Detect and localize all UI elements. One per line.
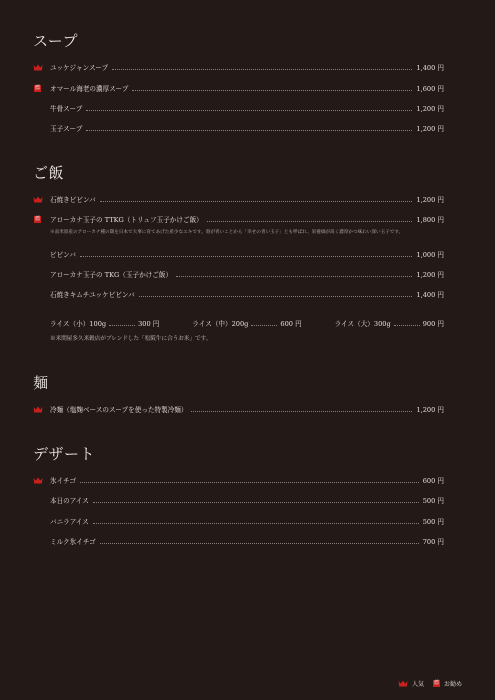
rice-size-large: ライス（大）300g 900 円 [334, 320, 444, 328]
item-name: ユッケジャンスープ [50, 64, 109, 72]
item-name: 氷イチゴ [50, 477, 77, 485]
item-name: オマール海老の濃厚スープ [50, 85, 129, 93]
item-name: アローカナ玉子の TTKG（トリュフ玉子かけご飯） [50, 216, 203, 224]
soup-section-title: スープ [33, 32, 79, 50]
dot-leader [80, 256, 413, 257]
rice-section-title: ご飯 [33, 164, 65, 182]
item-name: ビビンバ [50, 251, 76, 259]
dot-leader [139, 296, 413, 297]
recommend-icon: 薦 [34, 215, 40, 222]
dot-leader [80, 482, 419, 483]
crown-icon [32, 405, 43, 413]
dessert-menu-item [32, 515, 444, 527]
rice-size-row [50, 318, 444, 328]
soup-menu-item [32, 122, 444, 134]
dot-leader [93, 523, 419, 524]
item-name: ミルク氷イチゴ [50, 538, 96, 546]
dessert-menu-item [32, 535, 444, 547]
rice-size-medium: ライス（中）200g 600 円 [192, 320, 302, 328]
dot-leader [207, 221, 413, 222]
item-name: アローカナ玉子の TKG（玉子かけご飯） [50, 271, 173, 279]
item-name: 牛骨スープ [50, 105, 83, 113]
item-price: 1,000 円 [416, 251, 444, 259]
dot-leader [100, 201, 413, 202]
legend [398, 679, 462, 688]
rice-size-small: ライス（小）100g 300 円 [50, 320, 160, 328]
dot-leader [100, 543, 419, 544]
soup-menu-item [32, 61, 444, 73]
item-price: 1,400 円 [416, 64, 444, 72]
item-price: 600 円 [422, 477, 444, 485]
dot-leader [191, 411, 412, 412]
rice-menu-item [32, 213, 444, 225]
dot-leader [86, 110, 412, 111]
ttkg-note: ※南米原産のアローカナ種の鶏を日本で大事に育てあげた希少なエキです。殻が青いことから「幸せの青い玉子」とも呼ばれ、栄養価が高く濃厚かつ味わい深い玉子です。 [50, 230, 404, 235]
item-price: 1,400 円 [416, 291, 444, 299]
legend-recommended-label: お勧め [443, 681, 462, 688]
item-price: 500 円 [422, 497, 444, 505]
soup-menu-item [32, 82, 444, 94]
item-name: 本日のアイス [50, 497, 89, 505]
item-price: 500 円 [422, 518, 444, 526]
dot-leader [176, 276, 412, 277]
dot-leader [86, 130, 412, 131]
dot-leader [93, 502, 419, 503]
item-name: 冷麺（塩麹ベースのスープを使った特製冷麺） [50, 406, 188, 414]
rice-menu-item [32, 193, 444, 205]
rice-menu-item [32, 288, 444, 300]
item-price: 1,200 円 [416, 271, 444, 279]
rice-menu-item [32, 268, 444, 280]
item-price: 1,200 円 [416, 105, 444, 113]
crown-icon [32, 63, 43, 71]
item-price: 1,200 円 [416, 406, 444, 414]
crown-icon [398, 680, 408, 687]
noodles-menu-item [32, 403, 444, 415]
legend-popular-label: 人気 [411, 681, 424, 688]
dessert-menu-item [32, 474, 444, 486]
dessert-menu-item [32, 494, 444, 506]
noodles-section-title: 麺 [33, 374, 49, 392]
dot-leader [132, 90, 412, 91]
crown-icon [32, 476, 43, 484]
item-price: 1,600 円 [416, 85, 444, 93]
item-name: 石焼きキムチユッケビビンバ [50, 291, 135, 299]
rice-menu-item [32, 248, 444, 260]
item-price: 1,800 円 [416, 216, 444, 224]
item-price: 1,200 円 [416, 196, 444, 204]
recommend-icon: 薦 [34, 84, 40, 91]
soup-menu-item [32, 102, 444, 114]
recommend-icon: 薦 [433, 680, 439, 686]
rice-size-note: ※米問屋多久米穀店がブレンドした「松阪牛に合うお米」です。 [50, 336, 212, 342]
crown-icon [32, 195, 43, 203]
item-price: 700 円 [422, 538, 444, 546]
item-name: 玉子スープ [50, 125, 83, 133]
dot-leader [112, 69, 412, 70]
dessert-section-title: デザート [33, 445, 96, 463]
item-price: 1,200 円 [416, 125, 444, 133]
item-name: 石焼きビビンバ [50, 196, 96, 204]
item-name: バニラアイス [50, 518, 89, 526]
